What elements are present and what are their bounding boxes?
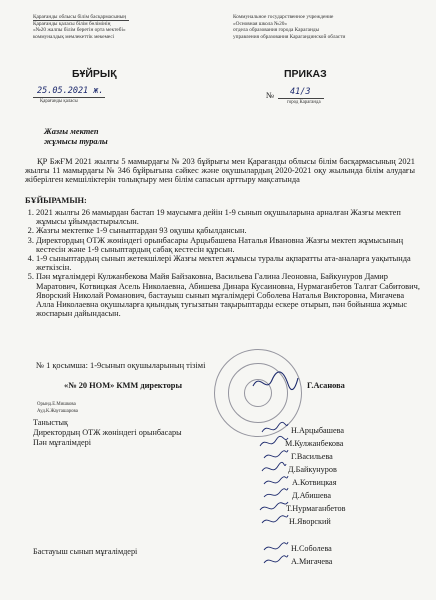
order-items <box>25 208 420 318</box>
order-item: 4. 1-9 сыныптардың сынып жетекшілері Жазғы мектеп жұмысы туралы ақпаратты ата-аналарға уақытында жеткізсін. <box>36 254 420 272</box>
order-item: 5. Пән мұғалімдері Кулжанбекова Майя Байзаковна, Васильева Галина Леоновна, Байкунуров Дамир Маратович, Котвицкая Асель Николаевна, Абишева Динара Кусаиновна, Нурмаганбетов Талгат Сабитович, Яворский Николай Романович, бастауыш сынып мұғалімдері Соболева Наталья Викторовна, Мигачева Алла Николаевна оқушыларға қиындық туғызатын тақырыптарды ескере отырып, пән бойынша жұмыс жоспарын дайындасын. <box>36 272 420 318</box>
order-item: 2. Жазғы мектепке 1-9 сыныптардан 93 оқушы қабылдансын. <box>36 226 420 235</box>
header-left-line: «№20 жалпы білім беретін орта мектебі» <box>33 27 126 34</box>
signatory: Г.Васильева <box>291 452 333 461</box>
city-kz: Қарағанды қаласы <box>40 99 78 104</box>
date-handwritten: 25.05.2021 ж. <box>37 86 104 96</box>
number-handwritten: 41/3 <box>290 87 311 97</box>
signatory: Н.Соболева <box>291 544 332 553</box>
title-ru: ПРИКАЗ <box>284 68 327 80</box>
preamble: ҚР БжҒМ 2021 жылғы 5 мамырдағы № 203 бұйрығы мен Қарағанды облысы білім басқармасының 2021 жылғы 11 мамырдағы № 346 бұйрығына сәйкес және оқушылардың 2020-2021 оқу жылында білім алудағы жіберілген кемшіліктерін толықтыру мен білім сапасын арттыру мақсатында <box>25 157 415 185</box>
order-word: БҰЙЫРАМЫН: <box>25 196 87 205</box>
order-item: 1. 2021 жылғы 26 мамырдан бастап 19 маусымға дейін 1-9 сынып оқушыларына арналған Жазғы мектеп жұмысы ұйымдастырылсын. <box>36 208 420 226</box>
teachers-label: Пән мұғалімдері <box>33 438 92 447</box>
header-right-line: отдела образования города Караганды <box>233 27 320 34</box>
signatory: Д.Байкунуров <box>288 465 337 474</box>
subject-line: Жазғы мектеп <box>44 127 99 136</box>
header-right <box>233 14 345 40</box>
primary-teachers-label: Бастауыш сынып мұғалімдері <box>33 547 138 556</box>
header-left-line: коммуналдық мемлекеттік мекемесі <box>33 33 115 40</box>
city-ru: город Караганда <box>287 100 321 105</box>
attachment: № 1 қосымша: 1-9сынып оқушыларының тізімі <box>36 361 206 370</box>
header-underline <box>33 20 129 21</box>
header-right-line: Коммунальное государственное учреждение <box>233 14 334 20</box>
header-left-line: Қарағанды қаласы білім бөлімінің <box>33 20 111 27</box>
header-right-line: «Основная школа №20» <box>233 20 288 27</box>
order-item: 3. Директордың ОТЖ жөніндегі орынбасары Арцыбашева Наталья Ивановна Жазғы мектеп жұмысының кестесін және 1-9 сыныптардың сабақ кестесін құрсын. <box>36 236 420 254</box>
signatory: М.Кулжанбекова <box>285 439 344 448</box>
acquainted-label: Таныстық <box>33 418 69 427</box>
executor: Ауд.К.Жаугашарова <box>37 409 78 414</box>
signature-marks <box>258 420 292 570</box>
header-left-line: Қарағанды облысы білім басқармасының <box>33 14 127 20</box>
signatory: А.Мигачева <box>291 557 333 566</box>
deputy-label: Директордың ОТЖ жөніндегі орынбасары <box>33 428 182 437</box>
number-underline <box>278 98 324 99</box>
signatory: Н.Арцыбашева <box>291 426 344 435</box>
signatory: Д.Абишева <box>292 491 332 500</box>
signatory: А.Котвицкая <box>292 478 337 487</box>
header-right-line: управления образования Карагандинской области <box>233 33 346 40</box>
director-signature <box>250 368 300 394</box>
signatory: Т.Нурмаганбетов <box>286 504 346 513</box>
date-underline <box>33 97 105 98</box>
director-name: Г.Асанова <box>307 381 345 390</box>
executor: Орынд.Е.Мишкова <box>37 402 76 407</box>
subject-line: жұмысы туралы <box>44 137 108 146</box>
director-title: «№ 20 НОМ» КММ директоры <box>64 381 183 390</box>
header-left <box>33 14 126 40</box>
title-kz: БҰЙРЫҚ <box>72 68 117 80</box>
signatory: Н.Яворский <box>289 517 331 526</box>
number-prefix: № <box>266 90 275 100</box>
